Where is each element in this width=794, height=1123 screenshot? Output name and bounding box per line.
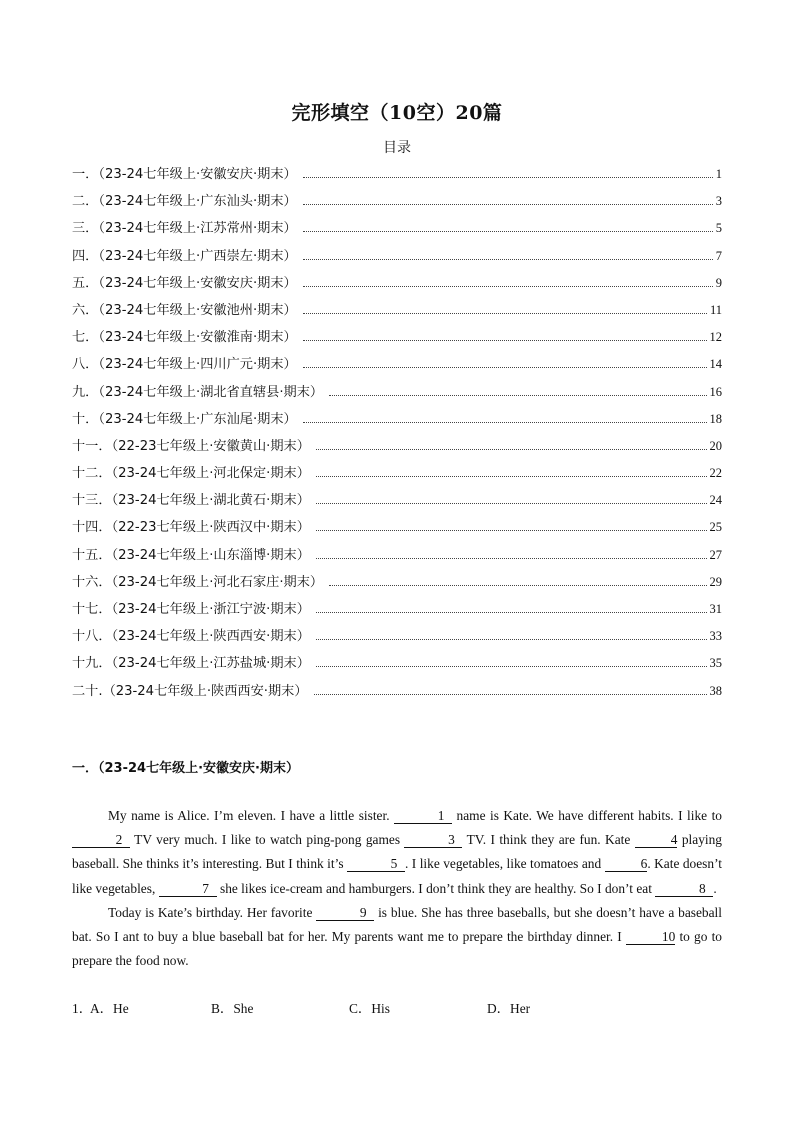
toc-entry-page: 33 — [709, 629, 722, 644]
toc-entry-page: 25 — [709, 520, 722, 535]
toc-entry[interactable] — [72, 435, 722, 462]
toc-entry-page: 7 — [715, 248, 722, 263]
table-of-contents — [72, 163, 722, 707]
passage-text: to go to prepare the food now. — [72, 929, 723, 969]
toc-leader-dots — [329, 584, 706, 586]
toc-entry-page: 12 — [709, 330, 722, 345]
toc-leader-dots — [303, 339, 707, 341]
passage-text: Today is Kate’s birthday. Her favorite — [108, 904, 317, 920]
toc-entry-label: 十七．（23-24七年级上·浙江宁波·期末） — [72, 602, 310, 617]
passage-text: she likes ice-cream and hamburgers. I don’t think they are healthy. So I don’t eat — [216, 880, 656, 896]
toc-entry-page: 38 — [709, 683, 722, 698]
toc-entry[interactable] — [72, 353, 722, 380]
toc-entry-label: 四．（23-24七年级上·广西崇左·期末） — [72, 248, 297, 264]
toc-entry-label: 十六．（23-24七年级上·河北石家庄·期末） — [72, 574, 324, 590]
toc-entry-label: 九．（23-24七年级上·湖北省直辖县·期末） — [72, 384, 324, 400]
toc-entry[interactable] — [72, 462, 722, 489]
toc-entry-label: 三．（23-24七年级上·江苏常州·期末） — [72, 221, 297, 237]
passage-paragraph — [72, 804, 722, 901]
passage-text: TV very much. I like to watch ping-pong games — [130, 832, 405, 848]
toc-leader-dots — [316, 502, 707, 504]
toc-entry-page: 14 — [709, 357, 722, 372]
toc-entry-label: 二十.（23-24七年级上·陕西西安·期末） — [72, 683, 308, 699]
cloze-passage — [72, 804, 722, 973]
toc-entry-label: 十三．（23-24七年级上·湖北黄石·期末） — [72, 493, 310, 509]
blank-6: 6 — [605, 856, 648, 872]
toc-entry[interactable] — [72, 217, 722, 244]
passage-text: is blue. She has three baseballs, but she doesn’t have a baseball bat. So I ant to buy a blue baseball bat for her. My parents want me to prepare the birthday dinner. I — [72, 904, 722, 945]
toc-entry-label: 十五．（23-24七年级上·山东淄博·期末） — [72, 547, 310, 563]
toc-entry-label: 十四．（22-23七年级上·陕西汉中·期末） — [72, 520, 310, 536]
blank-5: 5 — [347, 856, 405, 872]
toc-leader-dots — [316, 529, 707, 531]
toc-entry-label: 二．（23-24七年级上·广东汕头·期末） — [72, 194, 297, 210]
toc-leader-dots — [316, 638, 707, 640]
toc-entry[interactable] — [72, 489, 722, 516]
toc-entry-page: 16 — [709, 384, 722, 399]
toc-entry[interactable] — [72, 272, 722, 299]
toc-entry-label: 七．（23-24七年级上·安徽淮南·期末） — [72, 330, 297, 346]
toc-entry[interactable] — [72, 408, 722, 435]
toc-entry[interactable] — [72, 326, 722, 353]
toc-entry-page: 3 — [715, 194, 722, 209]
blank-1: 1 — [394, 808, 452, 824]
toc-leader-dots — [303, 258, 713, 260]
blank-8: 8 — [655, 881, 713, 897]
toc-entry-page: 18 — [709, 411, 722, 426]
passage-paragraph — [72, 901, 722, 974]
toc-leader-dots — [316, 665, 707, 667]
option-d: D．Her — [487, 1001, 531, 1016]
toc-entry-page: 31 — [709, 602, 722, 616]
question-number: 1． — [72, 1001, 93, 1016]
toc-entry-page: 35 — [709, 656, 722, 671]
toc-entry[interactable] — [72, 299, 722, 326]
blank-9: 9 — [316, 905, 374, 921]
document-title: 完形填空（10空）20篇 — [291, 102, 503, 124]
blank-2: 2 — [72, 832, 130, 848]
toc-entry[interactable] — [72, 680, 722, 707]
toc-entry-label: 十．（23-24七年级上·广东汕尾·期末） — [72, 411, 297, 427]
toc-entry[interactable] — [72, 381, 722, 408]
toc-leader-dots — [316, 475, 707, 477]
toc-entry[interactable] — [72, 598, 722, 625]
toc-entry[interactable] — [72, 516, 722, 543]
toc-entry-page: 5 — [715, 221, 722, 236]
section-heading: 一．（23-24七年级上·安徽安庆·期末） — [72, 761, 299, 776]
toc-leader-dots — [314, 693, 707, 695]
toc-entry-label: 八．（23-24七年级上·四川广元·期末） — [72, 357, 297, 373]
toc-entry[interactable] — [72, 625, 722, 652]
blank-7: 7 — [159, 881, 217, 897]
toc-leader-dots — [303, 312, 707, 314]
blank-4: 4 — [635, 832, 678, 848]
toc-entry-page: 24 — [709, 493, 722, 508]
toc-entry[interactable] — [72, 190, 722, 217]
toc-entry[interactable] — [72, 163, 722, 190]
toc-entry-label: 十二．（23-24七年级上·河北保定·期末） — [72, 466, 310, 482]
option-c: C．His — [349, 1001, 390, 1016]
toc-leader-dots — [303, 366, 707, 368]
passage-text: TV. I think they are fun. Kate — [462, 832, 635, 848]
option-b: B．She — [211, 1001, 254, 1016]
toc-entry[interactable] — [72, 544, 722, 571]
passage-text: . I like vegetables, like tomatoes and — [405, 856, 605, 872]
toc-entry-label: 六．（23-24七年级上·安徽池州·期末） — [72, 302, 297, 318]
passage-text: playing baseball. She thinks it’s interesting. But I think it’s — [72, 832, 723, 872]
passage-text: . Kate doesn’t like vegetables, — [72, 856, 723, 896]
toc-entry-page: 27 — [709, 547, 722, 562]
toc-entry-label: 十九．（23-24七年级上·江苏盐城·期末） — [72, 656, 310, 672]
toc-entry-page: 11 — [709, 302, 722, 317]
toc-entry-page: 9 — [715, 275, 722, 290]
toc-leader-dots — [329, 394, 706, 396]
blank-10: 10 — [626, 929, 675, 945]
passage-text: . — [713, 880, 717, 896]
toc-entry-page: 22 — [709, 466, 722, 481]
toc-leader-dots — [316, 611, 707, 613]
passage-text: My name is Alice. I’m eleven. I have a little sister. — [108, 808, 395, 823]
toc-entry[interactable] — [72, 245, 722, 272]
blank-3: 3 — [404, 832, 462, 848]
toc-entry-page: 29 — [709, 574, 722, 589]
toc-entry-label: 十一．（22-23七年级上·安徽黄山·期末） — [72, 438, 310, 454]
passage-text: name is Kate. We have different habits. I like to — [452, 808, 722, 823]
toc-entry-label: 十八．（23-24七年级上·陕西西安·期末） — [72, 629, 310, 645]
toc-leader-dots — [303, 285, 713, 287]
toc-leader-dots — [303, 230, 713, 232]
toc-heading: 目录 — [383, 140, 411, 156]
option-a: A．He — [90, 1001, 129, 1016]
toc-leader-dots — [316, 557, 707, 559]
toc-leader-dots — [303, 203, 713, 205]
toc-entry-page: 1 — [715, 167, 722, 181]
toc-entry[interactable] — [72, 571, 722, 598]
toc-entry-label: 一．（23-24七年级上·安徽安庆·期末） — [72, 167, 297, 182]
toc-entry-label: 五．（23-24七年级上·安徽安庆·期末） — [72, 275, 297, 291]
toc-entry-page: 20 — [709, 438, 722, 453]
toc-leader-dots — [303, 421, 707, 423]
toc-entry[interactable] — [72, 652, 722, 679]
toc-leader-dots — [316, 448, 707, 450]
toc-leader-dots — [303, 176, 713, 178]
